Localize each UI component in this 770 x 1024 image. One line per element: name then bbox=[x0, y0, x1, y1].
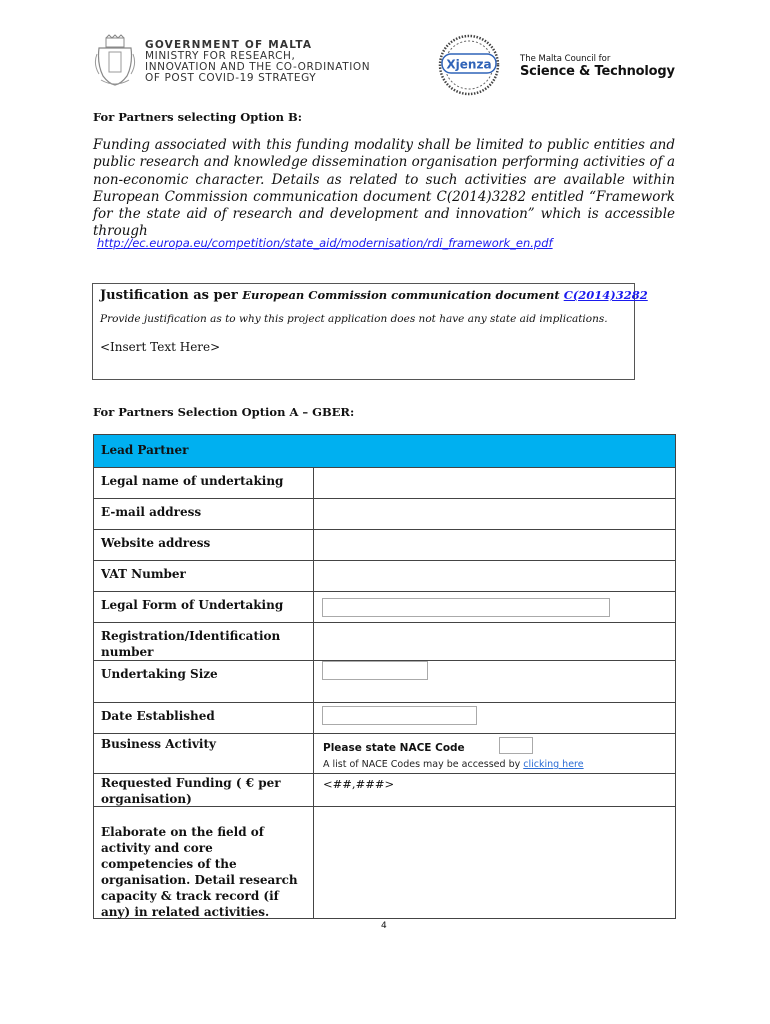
justification-title-italic: European Commission communication document bbox=[242, 288, 564, 302]
row-label: Legal Form of Undertaking bbox=[101, 598, 284, 612]
commission-document-link[interactable]: C(2014)3282 bbox=[563, 288, 648, 302]
row-label: Requested Funding ( € per organisation) bbox=[101, 776, 281, 806]
gov-line-4: OF POST COVID-19 STRATEGY bbox=[145, 72, 317, 84]
table-row bbox=[94, 498, 675, 529]
table-row bbox=[94, 529, 675, 560]
row-label: Website address bbox=[101, 536, 211, 550]
option-b-heading: For Partners selecting Option B: bbox=[93, 110, 302, 124]
undertaking-size-dropdown[interactable] bbox=[322, 661, 428, 680]
row-label: Registration/Identification number bbox=[101, 629, 281, 659]
table-row bbox=[94, 773, 675, 806]
malta-crest-logo bbox=[93, 34, 137, 86]
xjenza-text: Xjenza bbox=[446, 57, 492, 72]
nace-code-input[interactable] bbox=[499, 737, 533, 754]
table-header-row bbox=[94, 435, 675, 467]
row-label: E-mail address bbox=[101, 505, 202, 519]
table-header: Lead Partner bbox=[101, 443, 189, 457]
row-label: Legal name of undertaking bbox=[101, 474, 284, 488]
justification-title bbox=[100, 288, 648, 303]
gov-line-1: GOVERNMENT OF MALTA bbox=[145, 39, 313, 51]
table-row bbox=[94, 622, 675, 660]
lead-partner-table bbox=[93, 434, 676, 919]
date-established-field[interactable] bbox=[322, 706, 477, 725]
government-title bbox=[145, 40, 370, 84]
nace-note-text: A list of NACE Codes may be accessed by bbox=[323, 759, 524, 770]
table-row bbox=[94, 702, 675, 733]
legal-form-dropdown[interactable] bbox=[322, 598, 610, 617]
table-row bbox=[94, 560, 675, 591]
row-label: Elaborate on the field of activity and core competencies of the organisation. Detail research capacity & track record (if any) in related activities. bbox=[101, 825, 298, 919]
mcst-logo bbox=[520, 54, 675, 79]
table-row bbox=[94, 467, 675, 498]
rdi-framework-link[interactable]: http://ec.europa.eu/competition/state_aid/modernisation/rdi_framework_en.pdf bbox=[97, 236, 553, 250]
justification-hint: Provide justification as to why this project application does not have any state aid implications. bbox=[100, 313, 608, 325]
row-label: VAT Number bbox=[101, 567, 186, 581]
option-b-paragraph: Funding associated with this funding modality shall be limited to public entities and public research and knowledge dissemination organisation performing activities of a non-economic character. Details as related to such activities are available within European Commission communication document C(2014)3282 entitled “Framework for the state aid of research and development and innovation” which is accessible through bbox=[93, 137, 675, 240]
option-a-heading: For Partners Selection Option A – GBER: bbox=[93, 405, 355, 419]
table-row bbox=[94, 660, 675, 702]
mcst-line-1: The Malta Council for bbox=[520, 54, 611, 64]
table-row bbox=[94, 591, 675, 622]
mcst-line-2: Science & Technology bbox=[520, 64, 675, 79]
row-label: Undertaking Size bbox=[101, 667, 218, 681]
justification-insert-text[interactable]: <Insert Text Here> bbox=[100, 340, 221, 354]
table-row bbox=[94, 806, 675, 918]
nace-codes-link[interactable]: clicking here bbox=[523, 759, 584, 770]
row-label: Date Established bbox=[101, 709, 215, 723]
row-label: Business Activity bbox=[101, 737, 216, 751]
nace-code-label: Please state NACE Code bbox=[323, 742, 465, 754]
gov-line-2: MINISTRY FOR RESEARCH, bbox=[145, 50, 296, 62]
xjenza-logo bbox=[434, 33, 504, 97]
gov-line-3: INNOVATION AND THE CO-ORDINATION bbox=[145, 61, 371, 73]
page-number: 4 bbox=[381, 921, 387, 931]
nace-code-note bbox=[323, 759, 584, 770]
requested-funding-value[interactable]: <##,###> bbox=[323, 777, 395, 791]
justification-title-plain: Justification as per bbox=[100, 288, 243, 303]
table-row bbox=[94, 733, 675, 773]
